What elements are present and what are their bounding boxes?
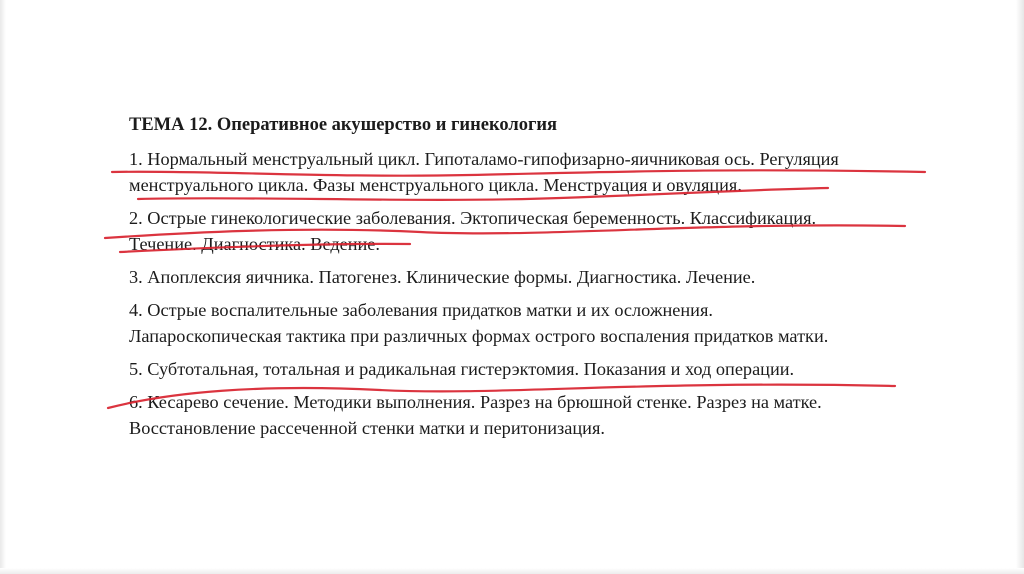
list-item-4-line-1: 4. Острые воспалительные заболевания придатков матки и их осложнения. xyxy=(129,300,713,320)
list-item-6 xyxy=(129,389,929,441)
document-body xyxy=(129,112,929,448)
list-item-3 xyxy=(129,264,929,290)
list-item-2-line-1: 2. Острые гинекологические заболевания. Эктопическая беременность. Классификация. xyxy=(129,208,817,228)
list-item-1-line-2: менструального цикла. Фазы менструального цикла. Менструация и овуляция. xyxy=(129,175,742,195)
list-item-5 xyxy=(129,356,929,382)
slide-edge-right xyxy=(1016,0,1024,574)
list-item-2 xyxy=(129,205,929,257)
list-item-1 xyxy=(129,146,929,198)
list-item-6-line-1: 6. Кесарево сечение. Методики выполнения. Разрез на брюшной стенке. Разрез на матке. xyxy=(129,392,822,412)
list-item-1-line-1: 1. Нормальный менструальный цикл. Гипоталамо-гипофизарно-яичниковая ось. Регуляция xyxy=(129,149,839,169)
list-item-3-line-1: 3. Апоплексия яичника. Патогенез. Клинические формы. Диагностика. Лечение. xyxy=(129,267,756,287)
list-item-2-line-2: Течение. Диагностика. Ведение. xyxy=(129,234,380,254)
list-item-4-line-2: Лапароскопическая тактика при различных формах острого воспаления придатков матки. xyxy=(129,326,829,346)
slide-edge-bottom xyxy=(0,568,1024,574)
slide-edge-left xyxy=(0,0,6,574)
list-item-5-line-1: 5. Субтотальная, тотальная и радикальная гистерэктомия. Показания и ход операции. xyxy=(129,359,795,379)
document-title: ТЕМА 12. Оперативное акушерство и гинекология xyxy=(129,115,558,135)
list-item-6-line-2: Восстановление рассеченной стенки матки и перитонизация. xyxy=(129,418,605,438)
list-item-4 xyxy=(129,297,929,349)
